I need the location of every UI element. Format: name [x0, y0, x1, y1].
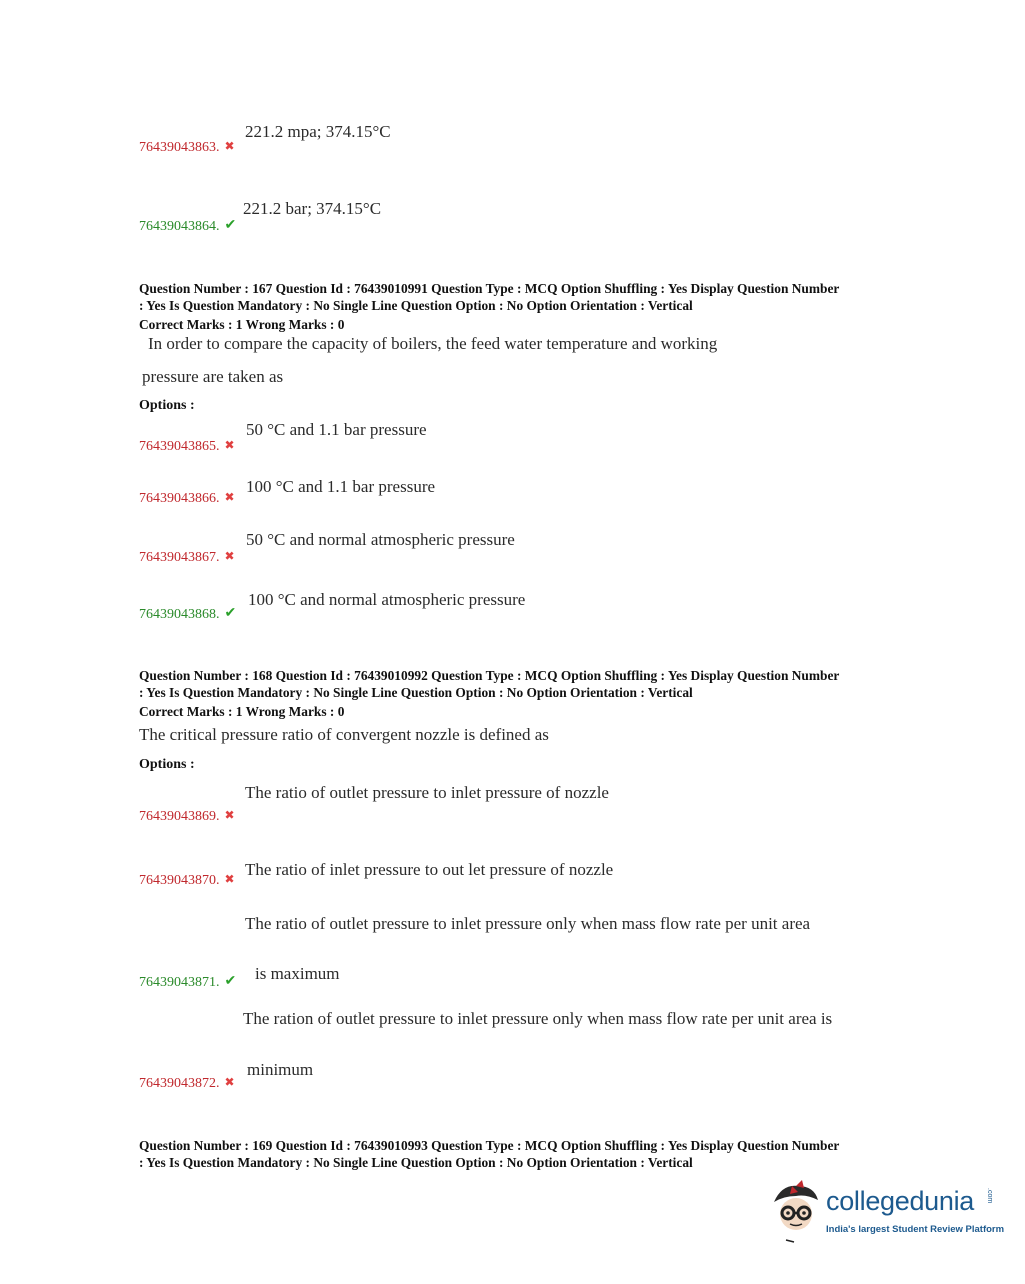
- collegedunia-logo[interactable]: [768, 1180, 1005, 1250]
- option-id: [139, 973, 236, 991]
- option-text: 50 °C and 1.1 bar pressure: [246, 420, 427, 439]
- option-id-label: 76439043872.: [139, 1076, 220, 1091]
- question-text: In order to compare the capacity of boilers, the feed water temperature and working: [148, 334, 718, 353]
- options-label: Options :: [139, 757, 195, 772]
- option-text: is maximum: [255, 964, 340, 983]
- wrong-mark-icon: ✖: [224, 808, 235, 822]
- option-id-label: 76439043868.: [139, 607, 220, 622]
- wrong-mark-icon: ✖: [224, 872, 235, 886]
- option-text: 100 °C and 1.1 bar pressure: [246, 477, 436, 496]
- option-id: [139, 605, 236, 623]
- correct-mark-icon: ✔: [224, 218, 237, 233]
- mascot-icon: [768, 1180, 824, 1246]
- option-id-label: 76439043865.: [139, 439, 220, 454]
- options-label: Options :: [139, 398, 195, 413]
- question-meta-line: Question Number : 168 Question Id : 76439010992 Question Type : MCQ Option Shuffling : Yes Display Question Number: [139, 668, 840, 683]
- logo-name: collegedunia: [826, 1186, 975, 1216]
- option-id: [139, 1075, 235, 1092]
- question-meta: [139, 1137, 839, 1171]
- logo-com: .com: [986, 1188, 993, 1204]
- correct-mark-icon: ✔: [224, 974, 237, 989]
- option-id: [139, 549, 235, 566]
- question-text: The critical pressure ratio of convergent nozzle is defined as: [139, 725, 549, 744]
- wrong-mark-icon: ✖: [224, 438, 235, 452]
- wrong-mark-icon: ✖: [224, 490, 235, 504]
- option-text: 221.2 mpa; 374.15°C: [245, 122, 391, 141]
- option-text: minimum: [247, 1060, 314, 1079]
- question-meta-line: Question Number : 167 Question Id : 76439010991 Question Type : MCQ Option Shuffling : Yes Display Question Number: [139, 281, 840, 296]
- option-id-label: 76439043866.: [139, 491, 220, 506]
- option-id: [139, 217, 236, 235]
- option-id: [139, 808, 235, 825]
- option-text: The ration of outlet pressure to inlet pressure only when mass flow rate per unit area is: [243, 1009, 833, 1028]
- question-meta-line: : Yes Is Question Mandatory : No Single Line Question Option : No Option Orientation : Vertical: [139, 685, 693, 700]
- question-marks: Correct Marks : 1 Wrong Marks : 0: [139, 317, 345, 332]
- wrong-mark-icon: ✖: [224, 549, 235, 563]
- option-id: [139, 872, 235, 889]
- logo-tagline: India's largest Student Review Platform: [826, 1224, 1005, 1235]
- option-text: 100 °C and normal atmospheric pressure: [248, 590, 526, 609]
- option-id-label: 76439043867.: [139, 550, 220, 565]
- wrong-mark-icon: ✖: [224, 1075, 235, 1089]
- question-marks: Correct Marks : 1 Wrong Marks : 0: [139, 704, 345, 719]
- option-text: The ratio of inlet pressure to out let pressure of nozzle: [245, 860, 614, 879]
- option-id-label: 76439043863.: [139, 140, 220, 155]
- question-meta: [139, 280, 839, 314]
- question-meta-line: : Yes Is Question Mandatory : No Single Line Question Option : No Option Orientation : Vertical: [139, 1155, 693, 1170]
- correct-mark-icon: ✔: [224, 606, 237, 621]
- question-meta-line: Question Number : 169 Question Id : 76439010993 Question Type : MCQ Option Shuffling : Yes Display Question Number: [139, 1138, 840, 1153]
- option-id-label: 76439043870.: [139, 873, 220, 888]
- wrong-mark-icon: ✖: [224, 139, 235, 153]
- question-meta-line: : Yes Is Question Mandatory : No Single Line Question Option : No Option Orientation : Vertical: [139, 298, 693, 313]
- option-id: [139, 139, 235, 156]
- option-text: The ratio of outlet pressure to inlet pressure of nozzle: [245, 783, 609, 802]
- option-id: [139, 490, 235, 507]
- option-text: The ratio of outlet pressure to inlet pressure only when mass flow rate per unit area: [245, 914, 811, 933]
- question-meta: [139, 667, 839, 701]
- option-id: [139, 438, 235, 455]
- option-text: 221.2 bar; 374.15°C: [243, 199, 382, 218]
- question-text: pressure are taken as: [142, 367, 284, 386]
- option-id-label: 76439043869.: [139, 809, 220, 824]
- option-text: 50 °C and normal atmospheric pressure: [246, 530, 515, 549]
- option-id-label: 76439043864.: [139, 219, 220, 234]
- option-id-label: 76439043871.: [139, 975, 220, 990]
